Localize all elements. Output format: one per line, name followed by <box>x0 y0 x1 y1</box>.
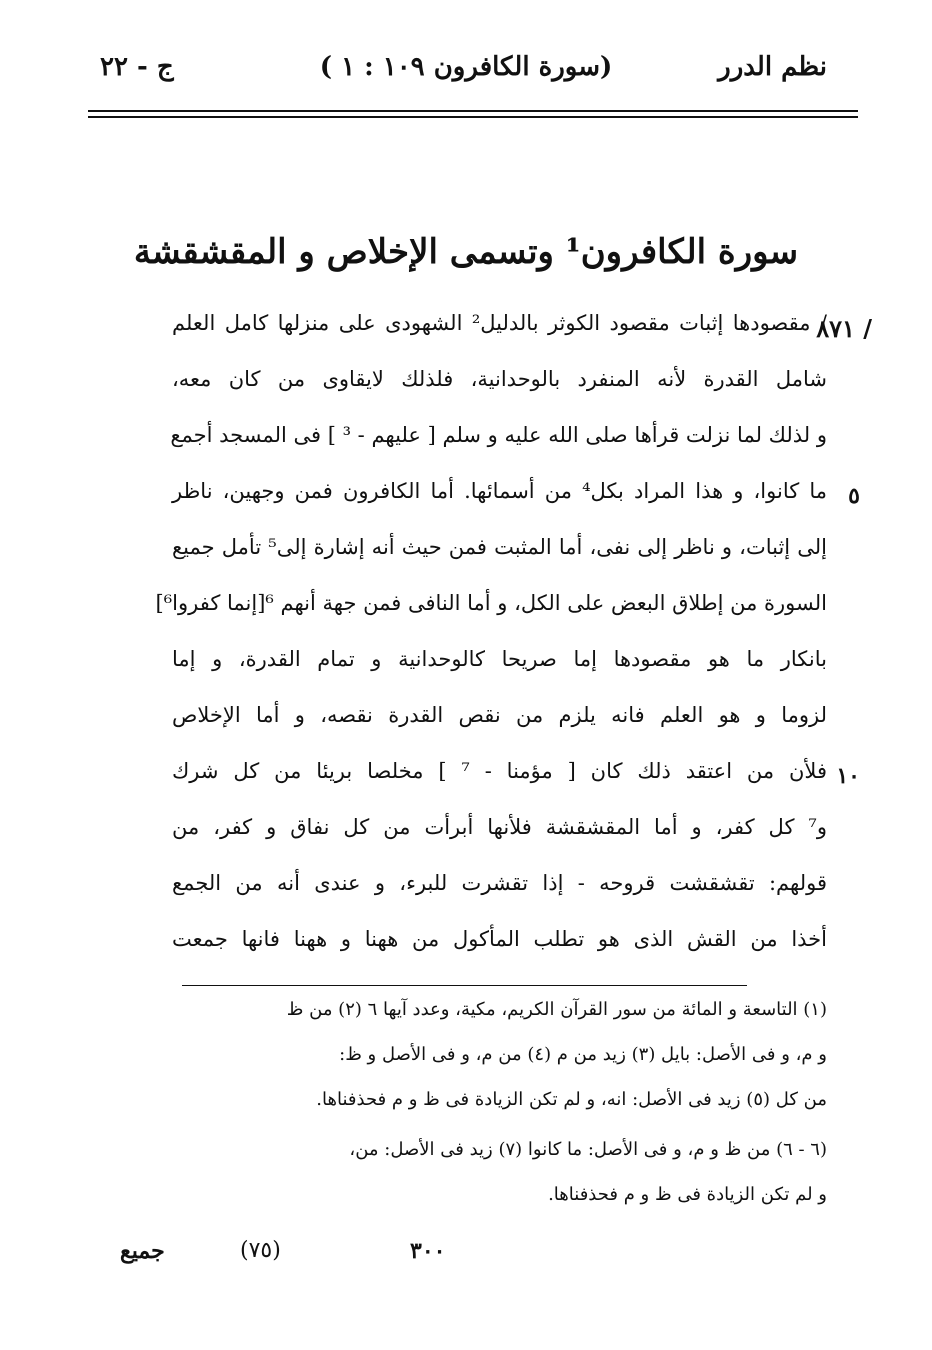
body-line: و⁷ كل كفر، و أما المقشقشة فلأنها أبرأت من كل نفاق و كفر، من <box>172 815 827 839</box>
body-line: بانكار ما هو مقصودها إما صريحا كالوحدانية و تمام القدرة، و إما <box>172 647 827 671</box>
running-header-surah-reference: (سورة الكافرون ١٠٩ : ١ ) <box>319 52 613 82</box>
body-line: فلأن من اعتقد ذلك كان [ مؤمنا - ⁷ ] مخلصا بريئا من كل شرك <box>172 759 827 783</box>
running-header-volume: ج - ٢٢ <box>100 52 174 82</box>
footnote-line: (٦ - ٦) من ظ و م، و فى الأصل: ما كانوا (٧) زيد فى الأصل: من، <box>349 1139 827 1160</box>
surah-title: سورة الكافرون¹ وتسمى الإخلاص و المقشقشة <box>133 232 799 272</box>
line-number-5: ٥ <box>848 483 860 509</box>
body-line: قولهم: تقشقشت قروحه - إذا تقشرت للبرء، و عندى أنه من الجمع <box>172 871 827 895</box>
body-line: السورة من إطلاق البعض على الكل، و أما النافى فمن جهة أنهم ⁶[إنما كفروا⁶] <box>155 591 827 615</box>
body-line: شامل القدرة لأنه المنفرد بالوحدانية، فلذلك لايقاوى من كان معه، <box>172 367 827 391</box>
manuscript-reference: (٧٥) <box>240 1238 281 1263</box>
footnote-line: من كل (٥) زيد فى الأصل: انه، و لم تكن الزيادة فى ظ و م فحذفناها. <box>316 1089 827 1110</box>
body-line: لزوما و هو العلم فانه يلزم من نقص القدرة نقصه، و أما الإخلاص <box>172 703 827 727</box>
line-number-10: ١٠ <box>836 763 860 789</box>
footnote-line: و لم تكن الزيادة فى ظ و م فحذفناها. <box>548 1184 827 1205</box>
body-line: أخذا من القش الذى هو تطلب المأكول من ههنا و ههنا فانها جمعت <box>172 927 827 951</box>
header-rule-top <box>88 110 858 112</box>
footnote-separator <box>182 985 747 986</box>
catchword: جميع <box>120 1238 165 1264</box>
body-line: و لذلك لما نزلت قرأها صلى الله عليه و سلم [ عليهم - ³ ] فى المسجد أجمع <box>170 423 827 447</box>
body-line: إلى إثبات، و ناظر إلى نفى، أما المثبت فمن حيث أنه إشارة إلى⁵ تأمل جميع <box>172 535 828 559</box>
page-number: ٣٠٠ <box>410 1238 446 1264</box>
manuscript-page-marker: / ٨٧١ <box>816 314 872 343</box>
footnote-line: (١) التاسعة و المائة من سور القرآن الكريم، مكية، وعدد آيها ٦ (٢) من ظ <box>286 999 827 1020</box>
footnote-line: و م، و فى الأصل: بايل (٣) زيد من م (٤) من م، و فى الأصل و ظ: <box>339 1044 827 1065</box>
running-header-book-title: نظم الدرر <box>718 52 827 82</box>
header-rule-bottom <box>88 116 858 118</box>
body-line: ما كانوا، و هذا المراد بكل⁴ من أسمائها. أما الكافرون فمن وجهين، ناظر <box>172 479 827 503</box>
body-line: / مقصودها إثبات مقصود الكوثر بالدليل² الشهودى على منزلها كامل العلم <box>172 311 827 335</box>
